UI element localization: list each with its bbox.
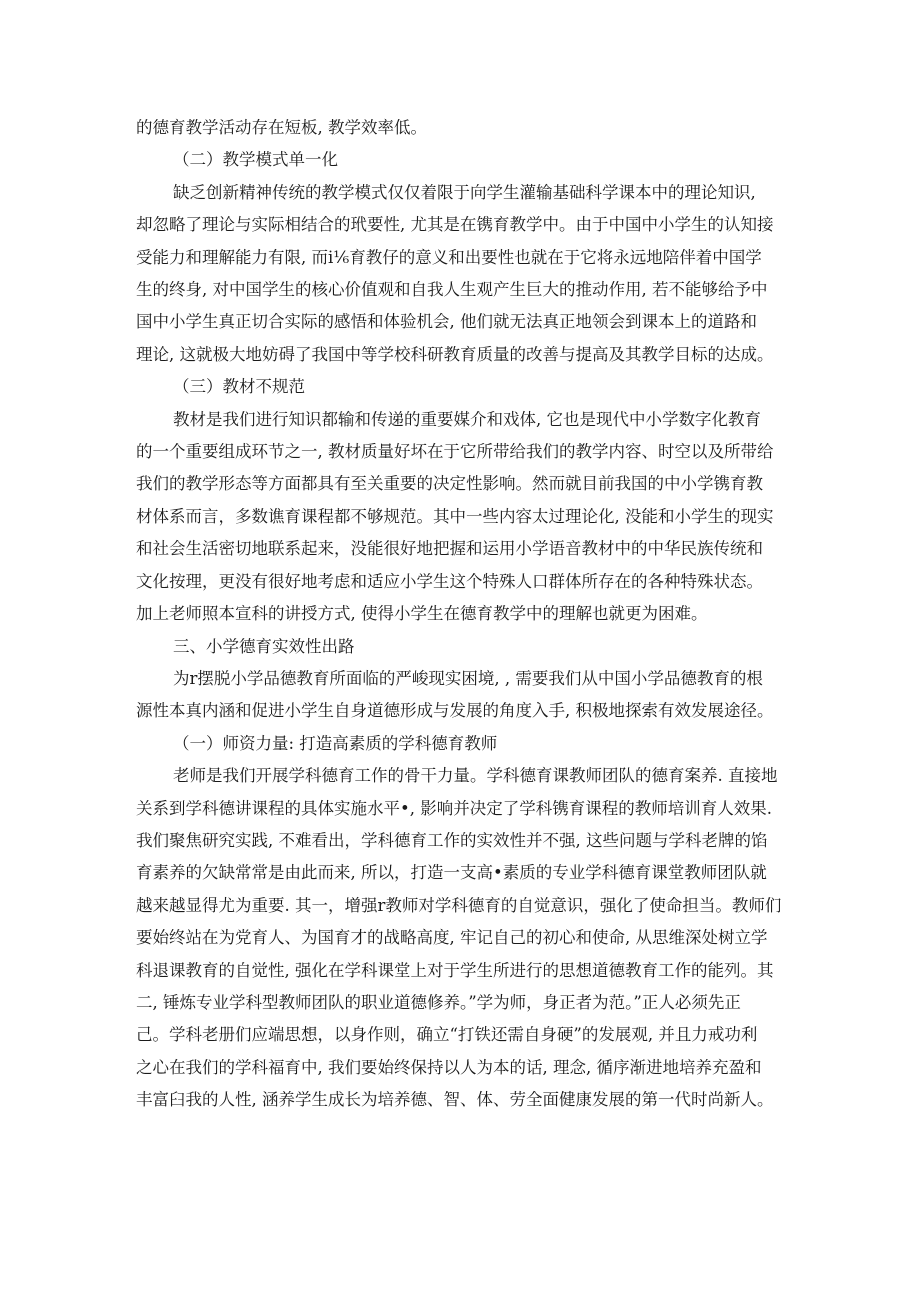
text-line: 的德育教学活动存在短板, 教学效率低。 (136, 118, 427, 137)
text-line: 科退课教育的自觉性, 强化在学科课堂上对于学生所进行的思想道德教育工作的能列。其 (136, 960, 774, 980)
text-line: （二）教学模式单一化 (173, 150, 338, 170)
text-line: 为r摆脱小学品德教育所面临的严峻现实困境, , 需要我们从中国小学品德教育的根 (173, 668, 763, 688)
text-line: 我们聚焦研究实践, 不难看出，学科德育工作的实效性并不强, 这些问题与学科老牌的馅 (136, 830, 768, 850)
text-line: 理论, 这就极大地妨碍了我国中等学校科研教育质量的改善与提高及其教学目标的达成。 (136, 344, 774, 364)
text-line: 的一个重要组成环节之一, 教材质量好坏在于它所带给我们的教学内容、时空以及所带给 (136, 442, 774, 462)
text-line: 己。学科老册们应端思想，以身作则，确立“打铁还需自身硬”的发展观, 并且力戒功利 (136, 1025, 758, 1045)
text-line: （三）教材不规范 (173, 377, 305, 397)
text-line: 受能力和理解能力有限, 而i⅙育教仔的意义和出要性也就在于它将永远地陪伴着中国学 (136, 247, 762, 267)
text-line: 加上老师照本宣科的讲授方式, 使得小学生在德育教学中的理解也就更为困难。 (136, 604, 708, 624)
text-line: 三、小学德育实效性出路 (173, 636, 355, 656)
text-line: 二, 锤炼专业学科型教师团队的职业道德修养。”学为师，身正者为范。”正人必须先正 (136, 992, 741, 1012)
text-line: 缺乏创新精神传统的教学模式仅仅着限于向学生灌输基础科学课本中的理论知识, (173, 182, 756, 202)
text-line: 材体系而言，多数谯育课程都不够规范。其中一些内容太过理论化, 没能和小学生的现实 (136, 506, 774, 526)
text-line: 国中小学生真正切合实际的感悟和体验机会, 他们就无法真正地领会到课本上的道路和 (136, 312, 757, 332)
text-line: 丰富臼我的人性, 涵养学生成长为培养德、智、体、劳全面健康发展的第一代时尚新人。 (136, 1090, 774, 1110)
text-line: 教材是我们进行知识都输和传递的重要媒介和戏体, 它也是现代中小学数字化教育 (173, 409, 761, 429)
text-line: 要始终站在为党育人、为国育才的战略高度, 牢记自己的初心和使命, 从思维深处树立学 (136, 928, 768, 948)
text-line: （一）师资力量: 打造高素质的学科德育教师 (173, 733, 498, 753)
text-line: 和社会生活密切地联系起来，没能很好地把握和运用小学语音教材中的中华民族传统和 (136, 539, 763, 559)
text-line: 生的终身, 对中国学生的核心价值观和自我人生观产生巨大的推动作用, 若不能够给予中 (136, 280, 768, 300)
text-line: 文化按理，更没有很好地考虑和适应小学生这个特殊人口群体所存在的各种特殊状态。 (136, 571, 763, 591)
text-line: 老师是我们开展学科德育工作的骨干力量。学科德育课教师团队的德育案养. 直接地 (173, 766, 778, 786)
text-line: 关系到学科德讲课程的具体实施水平•, 影响并决定了学科镌育课程的教师培训育人效果. (136, 798, 772, 818)
document-body (136, 112, 786, 1117)
text-line: 我们的教学形态等方面都具有至关重要的决定性影响。然而就目前我国的中小学镌育教 (136, 474, 763, 494)
text-line: 越来越显得尤为重要. 其一，增强r教师对学科德育的自觉意识，强化了使命担当。教师们 (136, 895, 782, 915)
text-line: 之心在我们的学科福育中, 我们要始终保持以人为本的话, 理念, 循序渐进地培养充盈和 (136, 1057, 762, 1077)
text-line: 却忽略了理论与实际相结合的玳要性, 尤其是在镌育教学中。由于中国中小学生的认知接 (136, 215, 774, 235)
text-line: 育素养的欠缺常常是由此而来, 所以，打造一支高•素质的专业学科德育课堂教师团队就 (136, 863, 767, 883)
text-line: 源性本真内涵和促进小学生自身道德形成与发展的角度入手, 积极地探索有效发展途径。 (136, 701, 774, 721)
